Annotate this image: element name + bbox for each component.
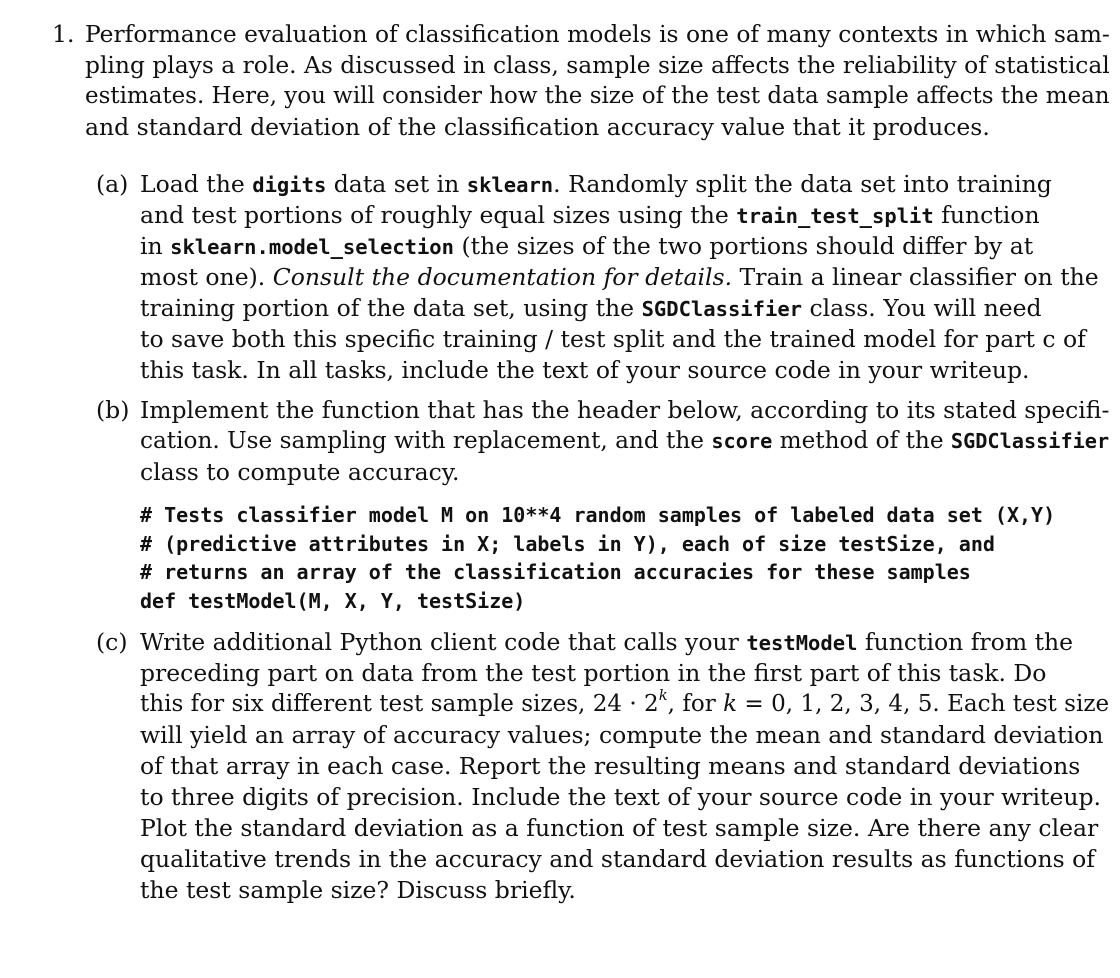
part-c-line: this for six different test sample sizes, $24 \cdot 2^k$, for k = 0, 1, 2, 3, 4, 5. Each test size — [140, 687, 1110, 717]
part-a-line: in sklearn.model_selection (the sizes of the two portions should differ by at — [140, 232, 1034, 260]
part-c-line: the test sample size? Discuss briefly. — [140, 876, 576, 904]
part-c-line: preceding part on data from the test portion in the first part of this task. Do — [140, 659, 1047, 687]
part-c-line: Write additional Python client code that calls your testModel function from the — [140, 628, 1074, 656]
code-score: score — [711, 429, 773, 453]
problem-number: 1. — [52, 20, 75, 48]
code-line: def testModel(M, X, Y, testSize) — [140, 589, 526, 613]
code-digits: digits — [252, 173, 327, 197]
intro-line: pling plays a role. As discussed in class, sample size affects the reliability of statistical — [85, 51, 1110, 79]
code-sgdclassifier: SGDClassifier — [950, 429, 1110, 453]
part-a-line: and test portions of roughly equal sizes using the train_test_split function — [140, 201, 1040, 229]
part-a-label: (a) — [96, 170, 129, 198]
part-a-line: to save both this specific training / test split and the trained model for part c of — [140, 325, 1086, 353]
part-a-line: training portion of the data set, using the SGDClassifier class. You will need — [140, 294, 1042, 322]
intro-line: Performance evaluation of classification models is one of many contexts in which sam- — [85, 20, 1110, 48]
part-c-line: of that array in each case. Report the resulting means and standard deviations — [140, 752, 1081, 780]
part-c-line: to three digits of precision. Include the text of your source code in your writeup. — [140, 783, 1102, 811]
part-c-label: (c) — [96, 628, 128, 656]
part-c-line: qualitative trends in the accuracy and standard deviation results as functions of — [140, 845, 1095, 873]
intro-line: estimates. Here, you will consider how the size of the test data sample affects the mean — [85, 83, 1110, 109]
code-testmodel: testModel — [746, 631, 858, 655]
code-sklearn: sklearn — [466, 173, 554, 197]
code-sgdclassifier: SGDClassifier — [641, 297, 803, 321]
part-a-line: Load the digits data set in sklearn. Randomly split the data set into training — [140, 170, 1052, 198]
code-train-test-split: train_test_split — [736, 204, 934, 228]
part-a-line: most one). Consult the documentation for details. Train a linear classifier on the — [140, 263, 1099, 291]
part-a-line: this task. In all tasks, include the text of your source code in your writeup. — [140, 356, 1030, 384]
intro-line: and standard deviation of the classification accuracy value that it produces. — [85, 113, 990, 141]
part-b-line: cation. Use sampling with replacement, and the score method of the SGDClassifier — [140, 427, 1110, 454]
code-line: # Tests classifier model M on 10**4 random samples of labeled data set (X,Y) — [140, 503, 1056, 527]
part-b-label: (b) — [96, 396, 130, 424]
part-b-line: class to compute accuracy. — [140, 458, 460, 486]
code-model-selection: sklearn.model_selection — [170, 235, 454, 259]
part-b-line: Implement the function that has the header below, according to its stated specifi- — [140, 396, 1110, 424]
part-c-line: will yield an array of accuracy values; compute the mean and standard deviation — [140, 721, 1104, 749]
part-c-line: Plot the standard deviation as a function of test sample size. Are there any clear — [140, 814, 1099, 842]
code-line: # returns an array of the classification accuracies for these samples — [140, 560, 971, 584]
code-line: # (predictive attributes in X; labels in Y), each of size testSize, and — [140, 532, 995, 556]
italic-note: Consult the documentation for details. — [272, 263, 733, 291]
